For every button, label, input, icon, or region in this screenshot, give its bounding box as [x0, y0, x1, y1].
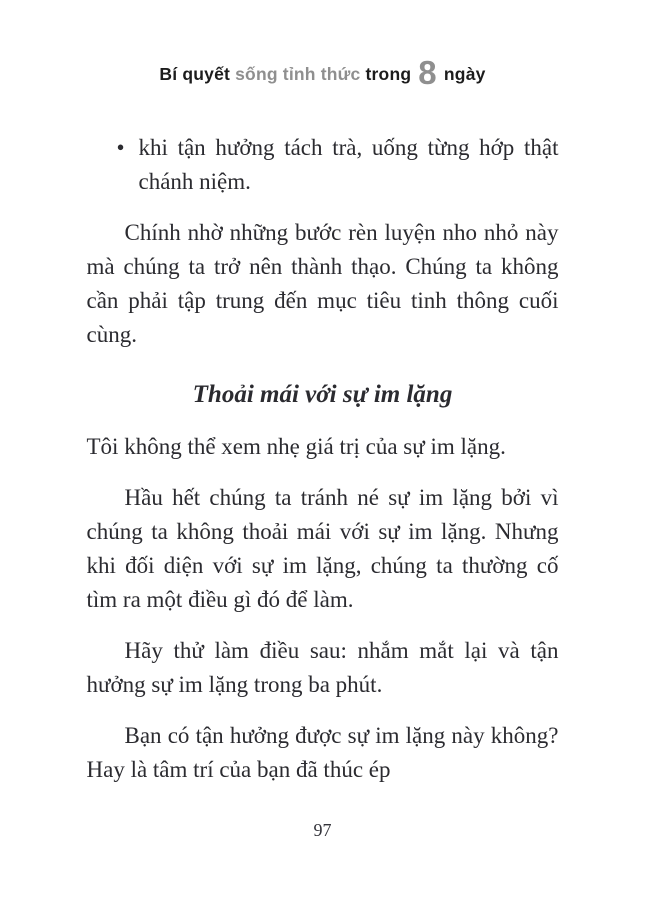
header-number-8: 8: [418, 54, 437, 91]
paragraph-exercise: Hãy thử làm điều sau: nhắm mắt lại và tận hưởng sự im lặng trong ba phút.: [86, 638, 559, 697]
header-segment-gray: sống tỉnh thức: [235, 64, 366, 84]
paragraph-intro: Tôi không thể xem nhẹ giá trị của sự im lặng.: [86, 434, 506, 459]
header-segment-dark-2: trong: [365, 64, 417, 84]
paragraph-practice: Chính nhờ những bước rèn luyện nho nhỏ này mà chúng ta trở nên thành thạo. Chúng ta không cần phải tập trung đến mục tiêu tinh thông cuối cùng.: [86, 220, 559, 347]
body-text-block: [87, 131, 559, 787]
header-segment-dark-3: ngày: [438, 64, 486, 84]
bullet-item-text: khi tận hưởng tách trà, uống từng hớp thật chánh niệm.: [138, 135, 559, 194]
bullet-icon: •: [116, 135, 125, 160]
running-header: [0, 0, 645, 89]
header-segment-dark-1: Bí quyết: [159, 64, 236, 84]
paragraph-question: Bạn có tận hưởng được sự im lặng này không? Hay là tâm trí của bạn đã thúc ép: [86, 723, 559, 782]
section-heading-silence: Thoải mái với sự im lặng: [192, 381, 453, 408]
paragraph-avoid-silence: Hầu hết chúng ta tránh né sự im lặng bởi vì chúng ta không thoải mái với sự im lặng. Nhưng khi đối diện với sự im lặng, chúng ta thường cố tìm ra một điều gì đó để làm.: [86, 485, 559, 612]
page-footer: [0, 820, 645, 841]
bullet-list-item: [87, 131, 559, 199]
page-number: 97: [313, 820, 332, 840]
